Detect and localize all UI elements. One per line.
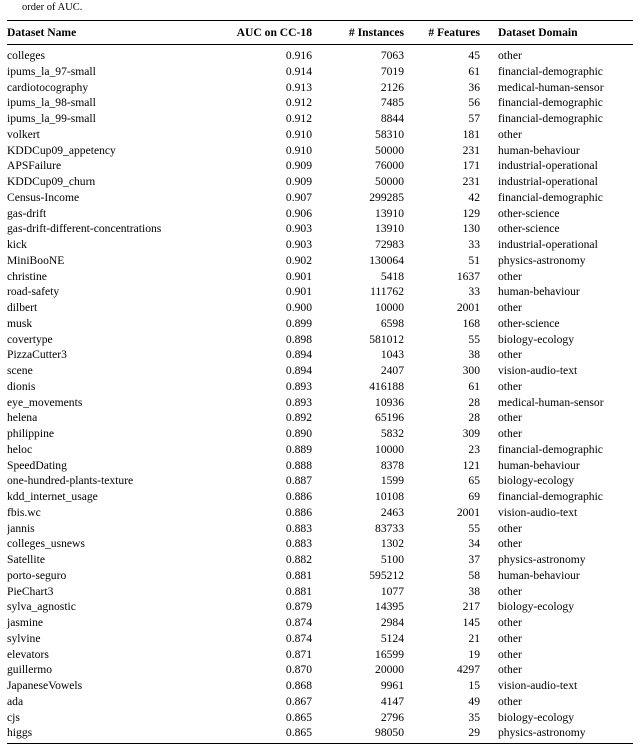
cell-domain: other-science — [498, 206, 560, 220]
cell-features: 28 — [468, 411, 480, 425]
cell-dataset-name: PizzaCutter3 — [7, 348, 67, 362]
table-caption-fragment: order of AUC. — [22, 2, 83, 13]
cell-auc: 0.902 — [285, 253, 312, 267]
cell-instances: 13910 — [375, 206, 404, 220]
cell-domain: financial-demographic — [498, 64, 603, 78]
table-row — [7, 300, 633, 316]
cell-domain: other — [498, 631, 522, 645]
table-row — [7, 568, 633, 584]
cell-features: 2001 — [456, 505, 480, 519]
cell-instances: 7485 — [380, 96, 404, 110]
table-row — [7, 694, 633, 710]
cell-domain: medical-human-sensor — [498, 395, 604, 409]
table-row — [7, 143, 633, 159]
cell-domain: financial-demographic — [498, 112, 603, 125]
cell-features: 57 — [468, 112, 480, 125]
table-row — [7, 95, 633, 111]
cell-instances: 98050 — [375, 726, 404, 740]
cell-domain: industrial-operational — [498, 175, 598, 188]
cell-instances: 20000 — [375, 663, 404, 677]
table-row — [7, 284, 633, 300]
table-row — [7, 662, 633, 678]
cell-domain: financial-demographic — [498, 442, 603, 456]
cell-domain: other — [498, 127, 522, 141]
cell-instances: 72983 — [375, 238, 404, 251]
cell-domain: other — [498, 269, 522, 283]
cell-instances: 5124 — [380, 631, 404, 645]
cell-auc: 0.910 — [285, 127, 312, 141]
cell-features: 19 — [468, 647, 480, 661]
cell-dataset-name: gas-drift — [7, 206, 47, 220]
cell-features: 28 — [468, 395, 480, 409]
cell-auc: 0.906 — [285, 206, 312, 220]
cell-features: 231 — [462, 143, 480, 157]
table-row — [7, 127, 633, 143]
table-row — [7, 111, 633, 127]
cell-features: 69 — [468, 490, 480, 503]
cell-domain: medical-human-sensor — [498, 80, 604, 94]
table-header — [7, 21, 633, 45]
cell-dataset-name: fbis.wc — [7, 505, 41, 519]
cell-instances: 8844 — [380, 112, 404, 125]
table-row — [7, 442, 633, 458]
cell-auc: 0.913 — [285, 80, 312, 94]
cell-auc: 0.883 — [285, 521, 312, 535]
cell-instances: 76000 — [375, 159, 404, 173]
cell-features: 35 — [468, 710, 480, 724]
cell-auc: 0.871 — [285, 647, 312, 661]
cell-features: 2001 — [456, 301, 480, 314]
cell-instances: 4147 — [380, 694, 404, 708]
cell-dataset-name: ada — [7, 694, 24, 708]
cell-domain: physics-astronomy — [498, 553, 586, 566]
table-row — [7, 269, 633, 285]
cell-auc: 0.868 — [285, 679, 312, 692]
cell-auc: 0.886 — [285, 490, 312, 503]
cell-auc: 0.888 — [285, 458, 312, 472]
table-row — [7, 158, 633, 174]
cell-auc: 0.909 — [285, 175, 312, 188]
cell-domain: financial-demographic — [498, 96, 603, 110]
cell-instances: 7063 — [380, 49, 404, 62]
table-row — [7, 64, 633, 80]
header-dataset-name: Dataset Name — [7, 21, 209, 45]
cell-dataset-name: scene — [7, 364, 33, 377]
table-row — [7, 253, 633, 269]
cell-auc: 0.881 — [285, 584, 312, 598]
cell-domain: financial-demographic — [498, 190, 603, 204]
cell-instances: 6598 — [380, 316, 404, 330]
cell-auc: 0.901 — [285, 269, 312, 283]
cell-instances: 13910 — [375, 222, 404, 236]
cell-auc: 0.899 — [285, 316, 312, 330]
cell-auc: 0.909 — [285, 159, 312, 173]
cell-domain: financial-demographic — [498, 490, 603, 503]
cell-instances: 299285 — [369, 190, 404, 204]
cell-dataset-name: christine — [7, 269, 47, 283]
header-domain: Dataset Domain — [480, 21, 633, 45]
cell-instances: 416188 — [369, 379, 404, 393]
cell-features: 4297 — [456, 663, 480, 677]
table-row — [7, 489, 633, 505]
cell-instances: 111762 — [370, 285, 404, 299]
cell-auc: 0.867 — [285, 694, 312, 708]
cell-instances: 130064 — [369, 253, 404, 267]
table-row — [7, 206, 633, 222]
cell-features: 121 — [462, 458, 480, 472]
cell-domain: other — [498, 348, 522, 362]
cell-auc: 0.914 — [285, 64, 312, 78]
cell-instances: 595212 — [369, 568, 404, 582]
cell-instances: 9961 — [380, 679, 404, 692]
cell-domain: human-behaviour — [498, 568, 580, 582]
cell-features: 33 — [468, 285, 480, 299]
table-row — [7, 410, 633, 426]
cell-instances: 1599 — [380, 474, 404, 488]
cell-auc: 0.883 — [285, 537, 312, 551]
table-row — [7, 347, 633, 363]
table-row — [7, 237, 633, 253]
header-instances: # Instances — [312, 21, 404, 45]
cell-domain: other — [498, 301, 522, 314]
cell-auc: 0.870 — [285, 663, 312, 677]
cell-instances: 5100 — [380, 553, 404, 566]
cell-features: 49 — [468, 694, 480, 708]
cell-instances: 10000 — [375, 442, 404, 456]
cell-auc: 0.894 — [285, 364, 312, 377]
cell-instances: 1077 — [380, 584, 404, 598]
cell-dataset-name: jannis — [7, 521, 35, 535]
cell-auc: 0.881 — [285, 568, 312, 582]
cell-dataset-name: heloc — [7, 442, 33, 456]
table-row — [7, 458, 633, 474]
cell-features: 65 — [468, 474, 480, 488]
table-row — [7, 536, 633, 552]
cell-dataset-name: helena — [7, 411, 38, 425]
cell-instances: 2126 — [380, 80, 404, 94]
cell-dataset-name: Census-Income — [7, 190, 80, 204]
cell-domain: human-behaviour — [498, 458, 580, 472]
cell-domain: vision-audio-text — [498, 679, 578, 692]
cell-auc: 0.903 — [285, 238, 312, 251]
cell-instances: 16599 — [375, 647, 404, 661]
cell-dataset-name: kdd_internet_usage — [7, 490, 98, 503]
cell-domain: other — [498, 647, 522, 661]
cell-dataset-name: kick — [7, 238, 27, 251]
cell-dataset-name: Satellite — [7, 553, 45, 566]
cell-features: 1637 — [456, 269, 480, 283]
cell-features: 145 — [462, 616, 480, 629]
cell-instances: 1043 — [380, 348, 404, 362]
table-row — [7, 710, 633, 726]
cell-dataset-name: ipums_la_98-small — [7, 96, 96, 110]
cell-auc: 0.892 — [285, 411, 312, 425]
cell-instances: 2463 — [380, 505, 404, 519]
cell-features: 38 — [468, 348, 480, 362]
cell-dataset-name: sylvine — [7, 631, 41, 645]
cell-features: 42 — [468, 190, 480, 204]
cell-instances: 5418 — [380, 269, 404, 283]
cell-features: 45 — [468, 49, 480, 62]
cell-features: 38 — [468, 584, 480, 598]
header-features: # Features — [404, 21, 480, 45]
table-row — [7, 332, 633, 348]
cell-dataset-name: ipums_la_99-small — [7, 112, 96, 125]
cell-instances: 1302 — [380, 537, 404, 551]
table-row — [7, 631, 633, 647]
cell-features: 300 — [462, 364, 480, 377]
cell-dataset-name: eye_movements — [7, 395, 83, 409]
cell-features: 34 — [468, 537, 480, 551]
cell-domain: physics-astronomy — [498, 253, 586, 267]
cell-auc: 0.916 — [285, 49, 312, 62]
cell-dataset-name: one-hundred-plants-texture — [7, 474, 134, 488]
cell-features: 21 — [468, 631, 480, 645]
cell-features: 58 — [468, 568, 480, 582]
cell-dataset-name: covertype — [7, 332, 53, 346]
cell-instances: 2796 — [380, 710, 404, 724]
cell-domain: other — [498, 694, 522, 708]
table-row — [7, 395, 633, 411]
cell-domain: other — [498, 379, 522, 393]
cell-instances: 7019 — [380, 64, 404, 78]
cell-auc: 0.898 — [285, 332, 312, 346]
cell-domain: biology-ecology — [498, 600, 574, 614]
cell-domain: physics-astronomy — [498, 726, 586, 740]
cell-dataset-name: elevators — [7, 647, 49, 661]
cell-domain: other — [498, 411, 522, 425]
cell-dataset-name: APSFailure — [7, 159, 62, 173]
cell-instances: 10936 — [375, 395, 404, 409]
table-row — [7, 379, 633, 395]
cell-instances: 5832 — [380, 427, 404, 440]
cell-auc: 0.882 — [285, 553, 312, 566]
table-row — [7, 174, 633, 190]
cell-dataset-name: cjs — [7, 710, 20, 724]
cell-features: 51 — [468, 253, 480, 267]
cell-auc: 0.903 — [285, 222, 312, 236]
table-row — [7, 584, 633, 600]
cell-instances: 58310 — [375, 127, 404, 141]
cell-auc: 0.894 — [285, 348, 312, 362]
cell-dataset-name: dilbert — [7, 301, 38, 314]
table-row — [7, 190, 633, 206]
table-row — [7, 45, 633, 64]
cell-dataset-name: colleges_usnews — [7, 537, 85, 551]
cell-domain: other — [498, 427, 522, 440]
table-body — [7, 45, 633, 744]
cell-domain: other — [498, 663, 522, 677]
cell-features: 168 — [462, 316, 480, 330]
cell-instances: 581012 — [369, 332, 404, 346]
cell-auc: 0.912 — [285, 112, 312, 125]
cell-dataset-name: KDDCup09_churn — [7, 175, 96, 188]
cell-domain: other-science — [498, 316, 560, 330]
table-row — [7, 615, 633, 631]
cell-dataset-name: jasmine — [7, 616, 44, 629]
cell-features: 36 — [468, 80, 480, 94]
cell-instances: 14395 — [375, 600, 404, 614]
cell-dataset-name: higgs — [7, 726, 33, 740]
header-row — [7, 21, 633, 45]
cell-auc: 0.912 — [285, 96, 312, 110]
table-row — [7, 599, 633, 615]
cell-auc: 0.865 — [285, 726, 312, 740]
cell-auc: 0.893 — [285, 395, 312, 409]
cell-features: 15 — [468, 679, 480, 692]
cell-features: 55 — [468, 521, 480, 535]
table-row — [7, 363, 633, 379]
cell-features: 29 — [468, 726, 480, 740]
cell-domain: human-behaviour — [498, 285, 580, 299]
cell-instances: 2407 — [380, 364, 404, 377]
cell-auc: 0.874 — [285, 631, 312, 645]
cell-instances: 50000 — [375, 175, 404, 188]
datasets-table — [7, 20, 633, 744]
cell-auc: 0.907 — [285, 190, 312, 204]
cell-dataset-name: ipums_la_97-small — [7, 64, 96, 78]
cell-dataset-name: cardiotocography — [7, 80, 89, 94]
cell-features: 181 — [462, 127, 480, 141]
cell-auc: 0.887 — [285, 474, 312, 488]
cell-dataset-name: JapaneseVowels — [7, 679, 83, 692]
table-row — [7, 678, 633, 694]
cell-auc: 0.874 — [285, 616, 312, 629]
cell-instances: 2984 — [380, 616, 404, 629]
cell-features: 309 — [462, 427, 480, 440]
cell-auc: 0.889 — [285, 442, 312, 456]
cell-domain: other — [498, 584, 522, 598]
cell-dataset-name: philippine — [7, 427, 55, 440]
cell-dataset-name: dionis — [7, 379, 36, 393]
cell-dataset-name: MiniBooNE — [7, 253, 65, 267]
cell-features: 217 — [462, 600, 480, 614]
cell-dataset-name: porto-seguro — [7, 568, 67, 582]
cell-features: 33 — [468, 238, 480, 251]
cell-dataset-name: volkert — [7, 127, 40, 141]
cell-auc: 0.910 — [285, 143, 312, 157]
table-row — [7, 521, 633, 537]
cell-dataset-name: guillermo — [7, 663, 53, 677]
table-row — [7, 426, 633, 442]
cell-domain: industrial-operational — [498, 238, 598, 251]
table-row — [7, 725, 633, 743]
header-auc: AUC on CC-18 — [209, 21, 312, 45]
table-row — [7, 221, 633, 237]
cell-instances: 83733 — [375, 521, 404, 535]
table-row — [7, 316, 633, 332]
cell-instances: 10000 — [375, 301, 404, 314]
cell-features: 23 — [468, 442, 480, 456]
cell-domain: other-science — [498, 222, 560, 236]
cell-domain: biology-ecology — [498, 710, 574, 724]
cell-instances: 10108 — [375, 490, 404, 503]
cell-domain: other — [498, 49, 522, 62]
cell-features: 129 — [462, 206, 480, 220]
table-row — [7, 80, 633, 96]
cell-features: 171 — [462, 159, 480, 173]
cell-features: 37 — [468, 553, 480, 566]
cell-features: 56 — [468, 96, 480, 110]
table-row — [7, 647, 633, 663]
cell-dataset-name: colleges — [7, 49, 45, 62]
cell-features: 55 — [468, 332, 480, 346]
table-row — [7, 552, 633, 568]
cell-instances: 65196 — [375, 411, 404, 425]
cell-dataset-name: SpeedDating — [7, 458, 67, 472]
cell-features: 61 — [468, 64, 480, 78]
cell-domain: other — [498, 616, 522, 629]
cell-features: 231 — [462, 175, 480, 188]
cell-domain: other — [498, 521, 522, 535]
cell-dataset-name: sylva_agnostic — [7, 600, 76, 614]
cell-domain: biology-ecology — [498, 474, 574, 488]
cell-features: 61 — [468, 379, 480, 393]
cell-dataset-name: musk — [7, 316, 33, 330]
table-row — [7, 505, 633, 521]
cell-auc: 0.901 — [285, 285, 312, 299]
cell-domain: vision-audio-text — [498, 364, 578, 377]
cell-features: 130 — [462, 222, 480, 236]
cell-domain: biology-ecology — [498, 332, 574, 346]
table-row — [7, 473, 633, 489]
cell-auc: 0.886 — [285, 505, 312, 519]
cell-instances: 8378 — [380, 458, 404, 472]
cell-dataset-name: gas-drift-different-concentrations — [7, 222, 162, 236]
cell-auc: 0.865 — [285, 710, 312, 724]
cell-auc: 0.879 — [285, 600, 312, 614]
cell-domain: industrial-operational — [498, 159, 598, 173]
cell-dataset-name: PieChart3 — [7, 584, 54, 598]
cell-auc: 0.893 — [285, 379, 312, 393]
cell-auc: 0.900 — [285, 301, 312, 314]
cell-domain: other — [498, 537, 522, 551]
cell-domain: human-behaviour — [498, 143, 580, 157]
cell-instances: 50000 — [375, 143, 404, 157]
cell-dataset-name: KDDCup09_appetency — [7, 143, 116, 157]
cell-domain: vision-audio-text — [498, 505, 578, 519]
cell-auc: 0.890 — [285, 427, 312, 440]
cell-dataset-name: road-safety — [7, 285, 60, 299]
